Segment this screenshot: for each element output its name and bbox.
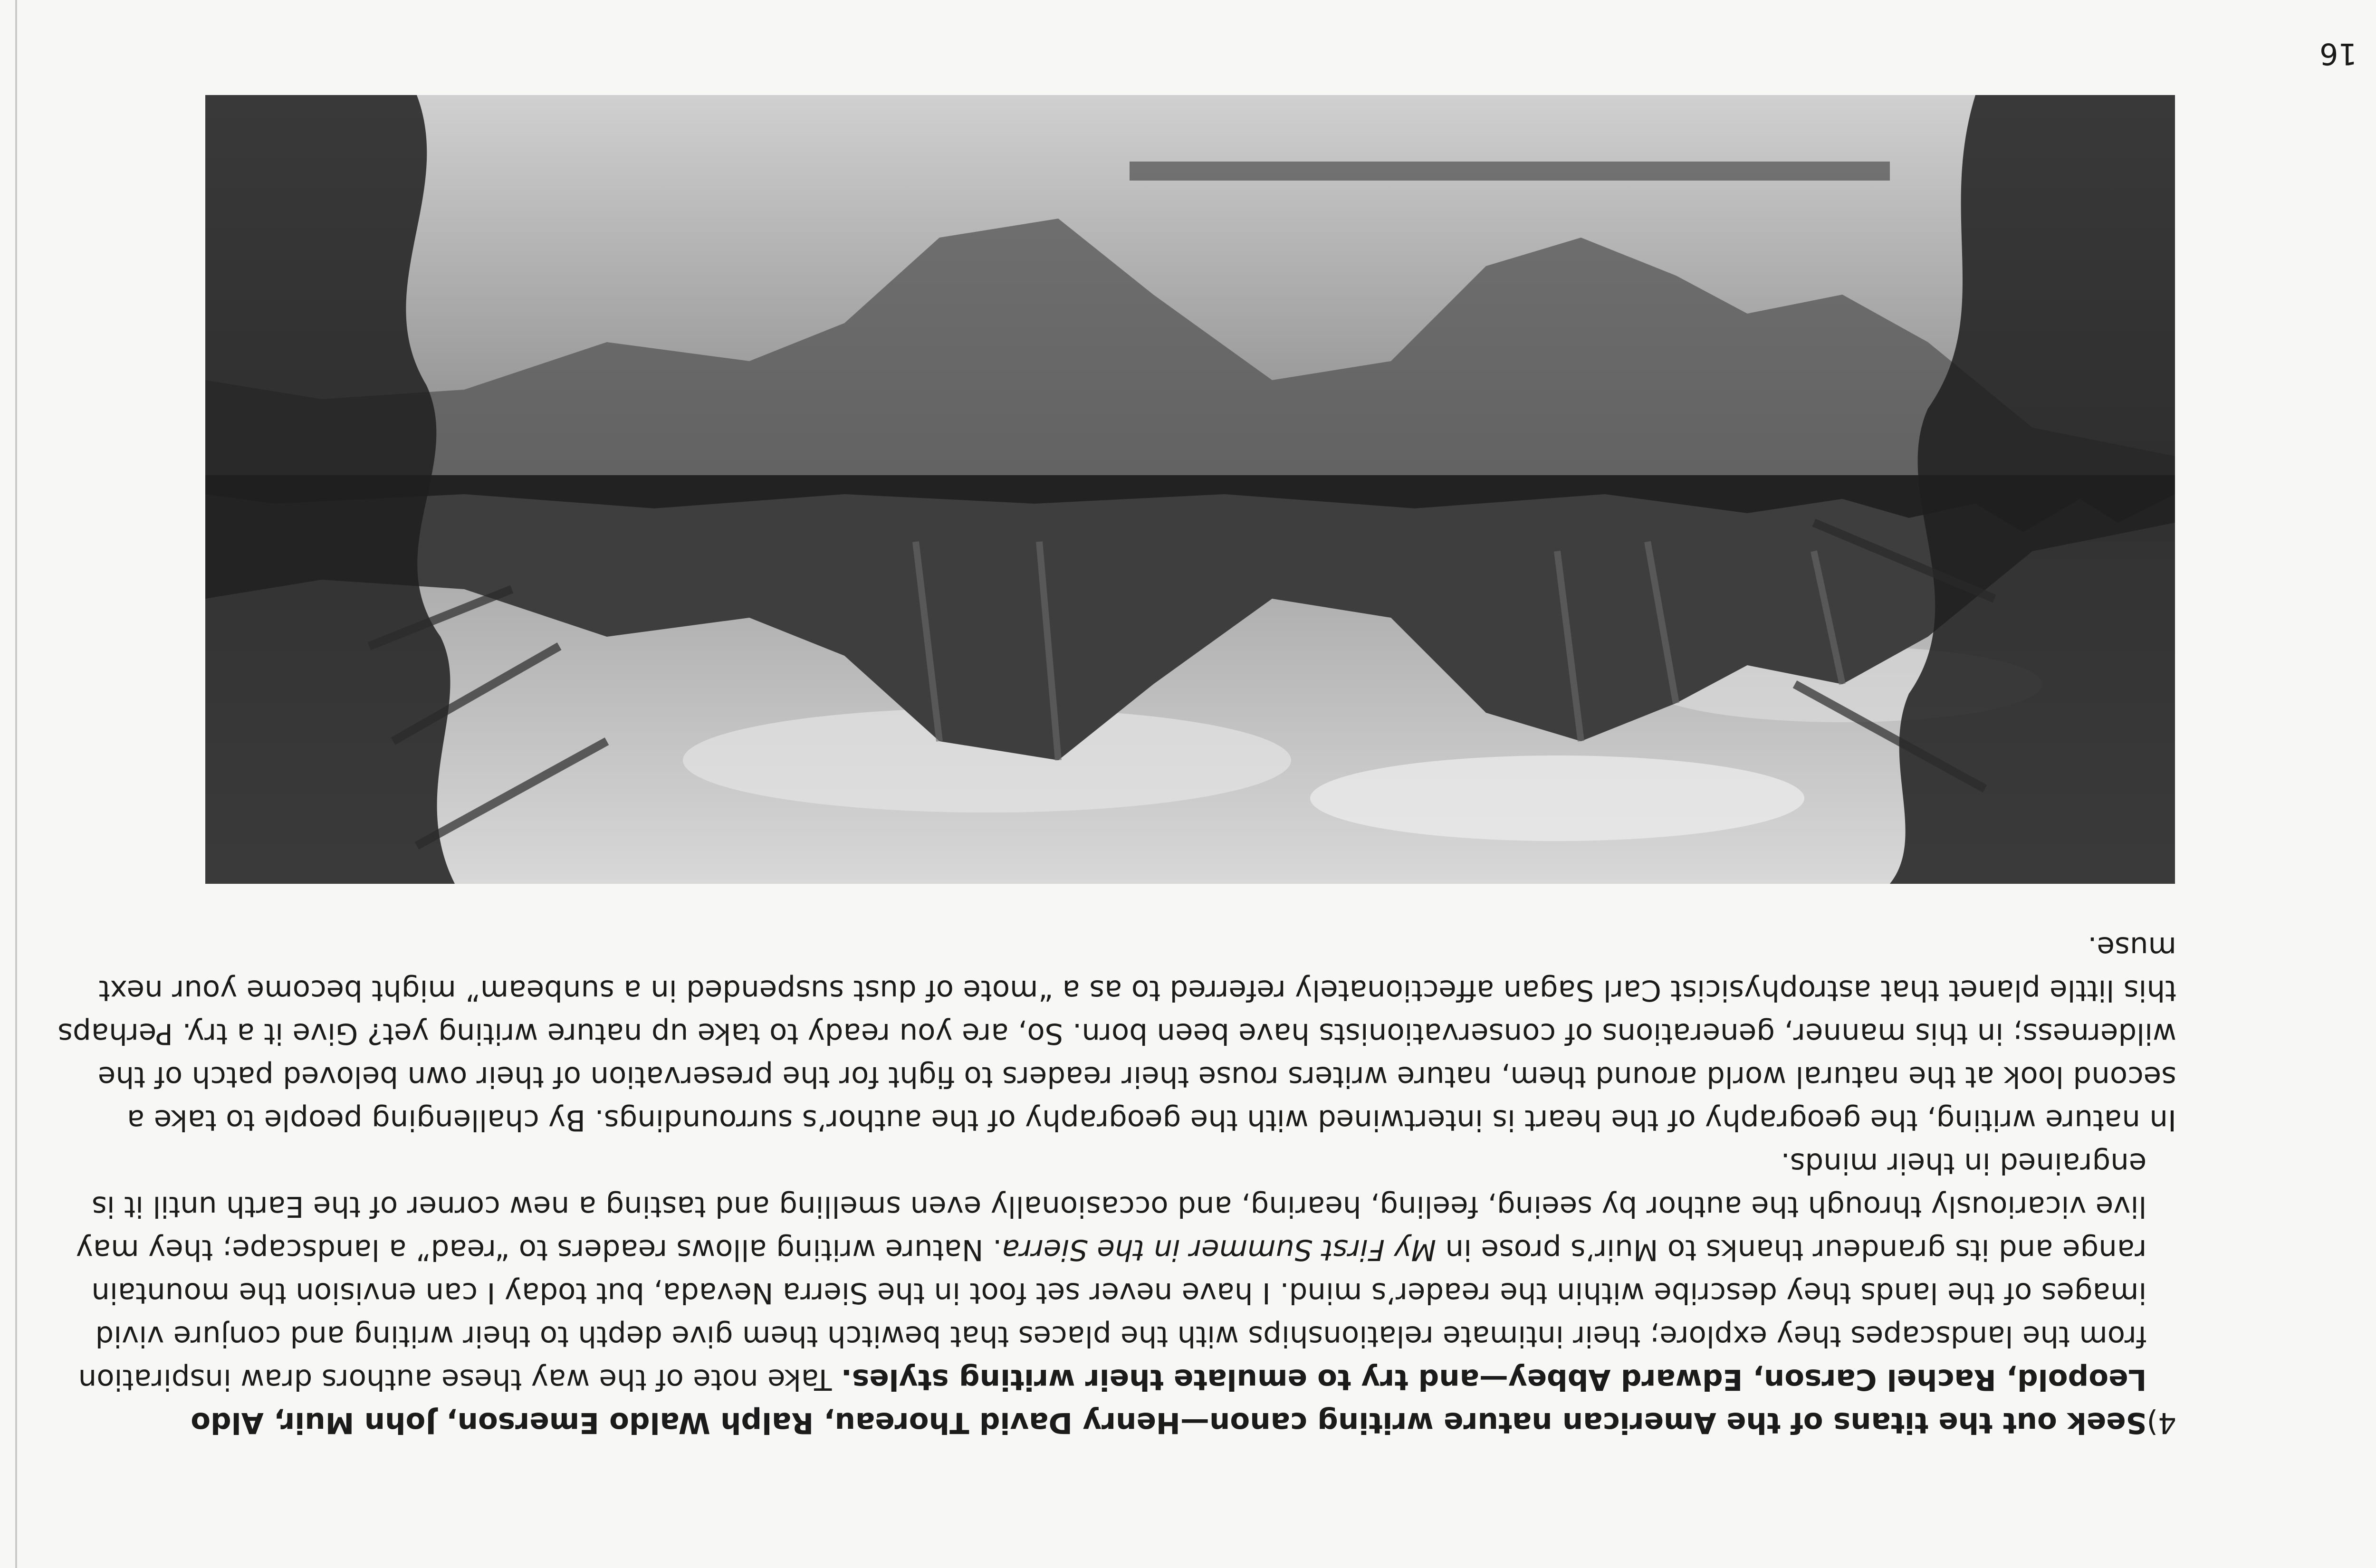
list-item-text-b: . Nature writing allows readers to “read” a landscape; they may live vicariously through the author by seeing, feeling, hearing, and occasionally even smelling and tasting a new corner of the Earth until it is engrained in their minds. bbox=[76, 1147, 2147, 1267]
list-item-number: 4) bbox=[2146, 1406, 2176, 1440]
list-item-bold-lead: Seek out the titans of the American nature writing canon—Henry David Thoreau, Ralph Waldo Emerson, John Muir, Aldo Leopold, Rachel Carson, Edward Abbey—and try to emulate their writing styles. bbox=[191, 1363, 2147, 1440]
lake-reflection-photo bbox=[205, 95, 2175, 884]
body-text bbox=[57, 926, 2176, 1444]
photo-illustration bbox=[205, 95, 2175, 884]
book-title: My First Summer in the Sierra bbox=[1002, 1233, 1437, 1267]
closing-paragraph: In nature writing, the geography of the heart is intertwined with the geography of the author’s surroundings. By challenging people to take a second look at the natural world around them, nature writers rouse their readers to fight for the preservation of their own beloved patch of the wilderness; in this manner, generations of conservationists have been born. So, are you ready to take up nature writing yet? Give it a try. Perhaps this little planet that astrophysicist Carl Sagan affectionately referred to as a “mote of dust suspended in a sunbeam” might become your next muse. bbox=[57, 930, 2176, 1137]
list-item-4 bbox=[57, 1142, 2176, 1444]
page-number: 16 bbox=[2319, 37, 2357, 71]
list-item-paragraph bbox=[57, 1142, 2146, 1444]
list-item-text-a: Take note of the way these authors draw inspiration from the landscapes they explore; their intimate relationships with the places that bewitch them give depth to their writing and conjure vivid images of the lands they describe within the reader’s mind. I have never set foot in the Sierra Nevada, but today I can envision the mountain range and its grandeur thanks to Muir’s prose in bbox=[78, 1233, 2147, 1396]
